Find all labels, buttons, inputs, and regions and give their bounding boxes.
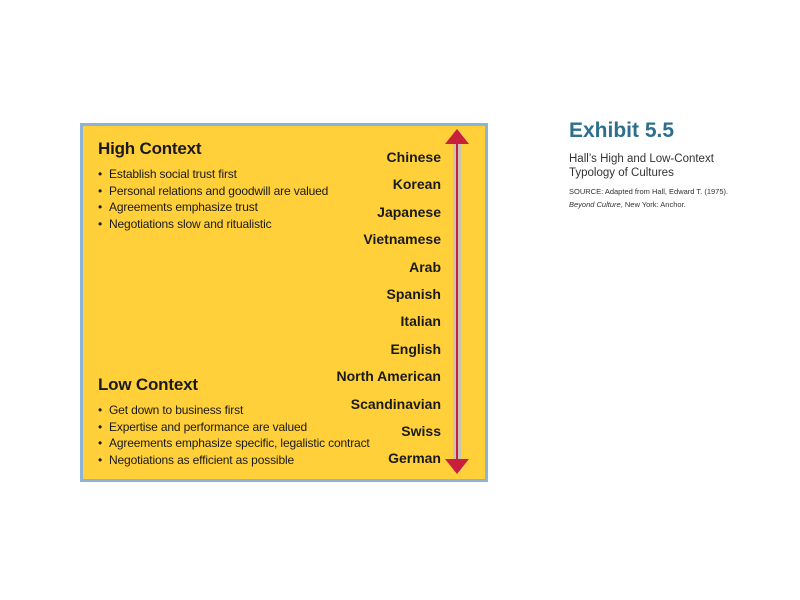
culture-label: Swiss xyxy=(401,422,441,439)
source-book-title: Beyond Culture xyxy=(569,200,621,209)
low-context-bullet: • Negotiations as efficient as possible xyxy=(98,452,370,469)
culture-scale-list xyxy=(336,144,441,473)
low-context-title: Low Context xyxy=(98,375,198,394)
high-context-bullet: • Negotiations slow and ritualistic xyxy=(98,216,328,233)
low-context-bullet: • Get down to business first xyxy=(98,402,370,419)
arrow-shaft xyxy=(456,143,458,461)
exhibit-title: Hall’s High and Low-Context Typology of Cultures xyxy=(569,153,714,179)
arrow-down-icon xyxy=(445,459,469,474)
culture-label: Scandinavian xyxy=(350,395,441,412)
culture-label: Korean xyxy=(392,176,441,193)
context-figure-panel xyxy=(80,123,488,482)
high-context-bullets xyxy=(98,166,328,232)
high-context-bullet: • Agreements emphasize trust xyxy=(98,199,328,216)
exhibit-caption xyxy=(569,118,789,211)
arrow-up-icon xyxy=(445,129,469,144)
culture-label: Chinese xyxy=(386,149,441,165)
culture-label: North American xyxy=(336,368,441,385)
source-citation xyxy=(569,198,789,211)
low-context-bullet: • Agreements emphasize specific, legalistic contract xyxy=(98,435,370,452)
culture-label: Italian xyxy=(400,313,441,330)
source-prefix: SOURCE: Adapted from Hall, Edward T. (1975). xyxy=(569,187,729,196)
high-context-bullet: • Establish social trust first xyxy=(98,166,328,183)
culture-label: Spanish xyxy=(386,285,441,302)
culture-label: Arab xyxy=(409,258,441,275)
low-context-bullets xyxy=(98,402,370,468)
culture-label: Vietnamese xyxy=(363,231,441,248)
culture-label: English xyxy=(390,340,441,357)
source-suffix: , New York: Anchor. xyxy=(620,200,686,209)
exhibit-label: Exhibit 5.5 xyxy=(569,119,675,142)
culture-label: Japanese xyxy=(377,203,441,220)
exhibit-source xyxy=(569,185,789,211)
culture-label: German xyxy=(388,450,441,467)
high-context-bullet: • Personal relations and goodwill are valued xyxy=(98,183,328,200)
high-context-title: High Context xyxy=(98,139,202,158)
low-context-bullet: • Expertise and performance are valued xyxy=(98,419,370,436)
